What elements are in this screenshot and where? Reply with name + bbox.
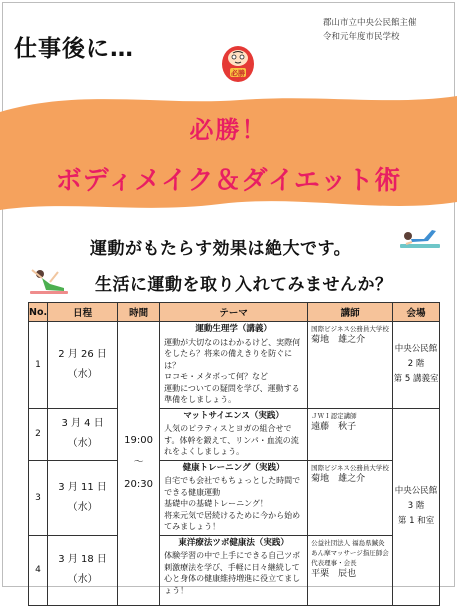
program-line: 令和元年度市民学校 [323, 32, 400, 42]
lecturer-cell [308, 535, 393, 605]
venue-line: 3 階 [407, 501, 425, 511]
date-text: 3 月 11 日 [58, 481, 107, 493]
theme-line: 運動についての疑問を学び、運動する準備をしましょう。 [164, 383, 300, 404]
col-header-no: No. [29, 303, 48, 322]
message-line2: 生活に運動を取り入れてみませんか？ [95, 275, 393, 295]
row-date [48, 408, 118, 460]
lecturer-org: ＪＷＩ認定講師 [311, 411, 357, 420]
theme-line: 将来元気で居続けるために今から始めてみましょう！ [164, 510, 301, 531]
yoga-person-icon [398, 222, 442, 250]
venue-line: 中央公民館 [394, 344, 438, 355]
row-no: 2 [29, 408, 48, 460]
col-header-theme: テーマ [160, 303, 308, 322]
time-start: 19:00 [124, 435, 153, 447]
message-line1: 運動がもたらす効果は絶大です。 [90, 239, 352, 259]
weekday-text: （水） [67, 368, 98, 380]
venue-line: 中央公民館 [394, 486, 438, 496]
lecturer-cell [308, 408, 393, 460]
theme-line: 自宅でも会社でもちょっとした時間でできる健康運動 [164, 476, 301, 497]
venue-line: 2 階 [407, 359, 425, 370]
table-row [29, 460, 440, 535]
col-header-time: 時間 [118, 303, 160, 322]
lecturer-name: 平栗 辰也 [311, 568, 357, 579]
row-date [48, 460, 118, 535]
row-date [48, 535, 118, 605]
lecturer-org: 国際ビジネス公務員大学校 [311, 463, 389, 472]
col-header-date: 日程 [48, 303, 118, 322]
daruma-icon [216, 40, 260, 84]
catch-heading: 仕事後に… [14, 36, 134, 62]
lecturer-name: 菊地 雄之介 [311, 473, 366, 484]
date-text: 3 月 18 日 [58, 554, 107, 565]
organizer-info [323, 16, 417, 44]
col-header-lecturer: 講師 [308, 303, 393, 322]
theme-line: 体験学習の中で上手にできる自己ツボ刺激療法を学び、手軽に日々継続して心と身体の健康維持増進に役立てましょう！ [164, 551, 301, 595]
venue-cell [393, 408, 440, 605]
row-date [48, 322, 118, 409]
banner-title-line1: 必勝！ [189, 116, 268, 144]
theme-cell [160, 322, 308, 409]
theme-line: 基礎中の基礎トレーニング！ [164, 499, 268, 508]
weekday-text: （水） [67, 574, 98, 585]
theme-title: 東洋療法ツボ健康法（実践） [178, 537, 289, 548]
theme-cell [160, 535, 308, 605]
table-row [29, 408, 440, 460]
row-no: 1 [29, 322, 48, 409]
schedule-table [28, 302, 440, 606]
lecturer-org: 公益社団法人 福島県鍼灸あん摩マッサージ指圧師会 代表理事・会長 [311, 538, 389, 567]
venue-cell [393, 322, 440, 409]
theme-cell [160, 460, 308, 535]
lecturer-cell [308, 322, 393, 409]
daruma-badge-text: 必勝 [231, 69, 245, 78]
venue-line: 第 1 和室 [397, 516, 435, 526]
weekday-text: （水） [67, 501, 98, 513]
table-row [29, 535, 440, 605]
time-tilde: ～ [133, 457, 144, 469]
date-text: 2 月 26 日 [58, 348, 107, 360]
theme-title: 健康トレーニング（実践） [182, 462, 285, 473]
row-no: 4 [29, 535, 48, 605]
theme-cell [160, 408, 308, 460]
time-cell [118, 322, 160, 606]
date-text: 3 月 4 日 [61, 418, 104, 429]
lecturer-org: 国際ビジネス公務員大学校 [311, 325, 389, 333]
lecturer-cell [308, 460, 393, 535]
theme-title: マットサイエンス（実践） [183, 410, 284, 421]
stretch-person-icon [28, 264, 70, 296]
venue-line: 第 5 講義室 [393, 374, 439, 385]
theme-line: 人気のピラティスとヨガの組合せです。体幹を鍛えて、リンパ・血流の流れをよくしましょう。 [164, 424, 299, 456]
theme-title: 運動生理学（講義） [195, 324, 272, 334]
lecturer-name: 遠藤 秋子 [311, 421, 357, 432]
weekday-text: （水） [67, 438, 98, 449]
organizer-line: 郡山市立中央公民館主催 [323, 18, 417, 28]
theme-line: 運動が大切なのはわかるけど、実際何をしたら？将来の備えきりを防ぐには？ [164, 337, 301, 370]
table-row [29, 322, 440, 409]
lecturer-name: 菊地 雄之介 [311, 335, 366, 345]
col-header-venue: 会場 [393, 303, 440, 322]
row-no: 3 [29, 460, 48, 535]
table-header-row [29, 303, 440, 322]
banner-title-line2: ボディメイク＆ダイエット術 [55, 166, 402, 196]
theme-line: ロコモ・メタボって何？など [164, 372, 269, 381]
time-end: 20:30 [124, 479, 153, 491]
